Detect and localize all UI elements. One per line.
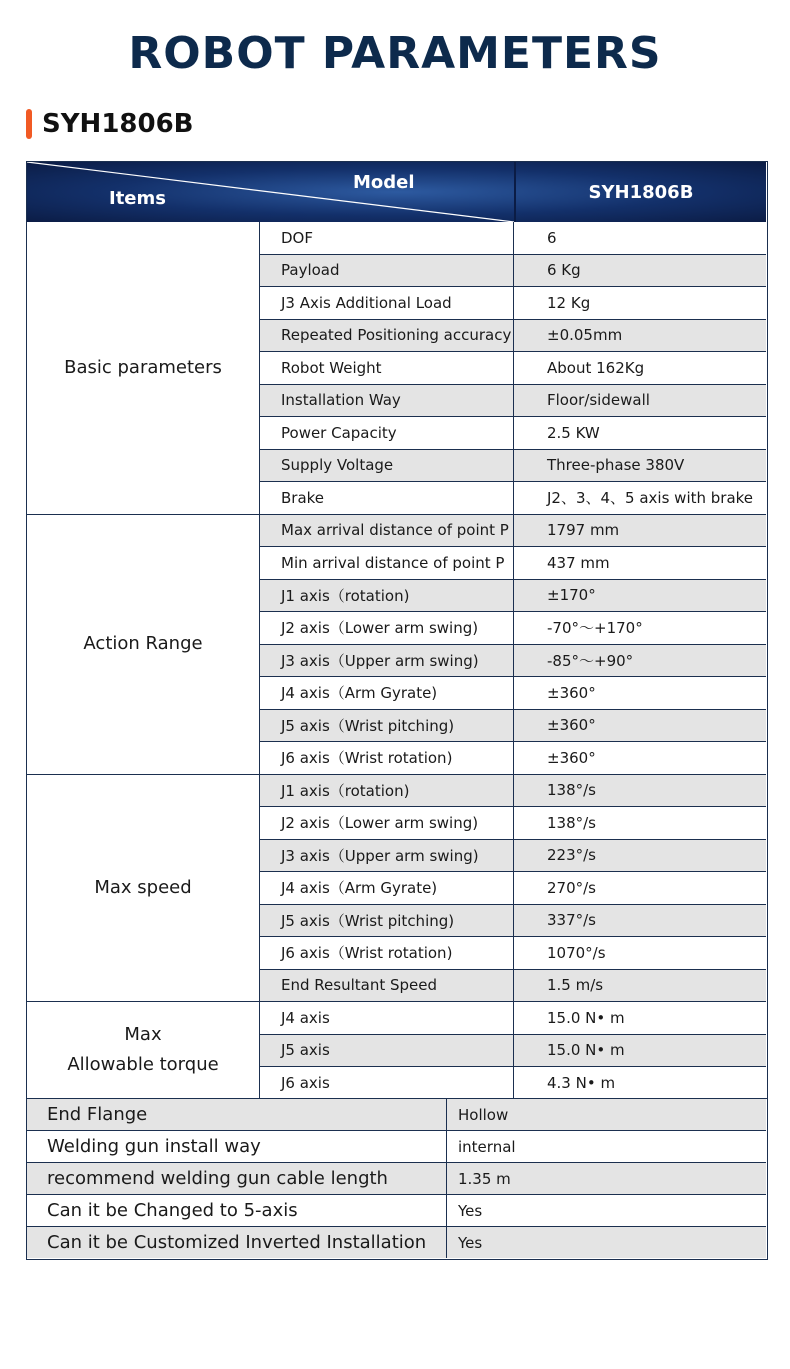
table-row [260, 840, 766, 873]
table-row [260, 222, 766, 255]
parameter-value: 337°/s [547, 911, 596, 930]
parameter-value: J2、3、4、5 axis with brake [547, 489, 754, 508]
table-row [260, 320, 766, 353]
table-row [260, 807, 766, 840]
category-cell: Action Range [27, 515, 260, 775]
spec-table [26, 161, 768, 1099]
parameter-label: DOF [260, 222, 514, 254]
table-row [260, 677, 766, 710]
table-row [27, 1226, 766, 1258]
parameter-value: 1070°/s [547, 943, 606, 962]
parameter-value: ±170° [547, 586, 596, 605]
table-row [260, 482, 766, 515]
parameter-label: J3 axis（Upper arm swing) [260, 645, 514, 677]
table-row [27, 1098, 766, 1130]
parameter-value: 1.5 m/s [547, 976, 604, 995]
parameter-label: Supply Voltage [260, 450, 514, 482]
parameter-label: Repeated Positioning accuracy [260, 320, 514, 352]
table-row [27, 1130, 766, 1162]
parameter-label: J5 axis（Wrist pitching) [260, 905, 514, 937]
feature-label: Can it be Customized Inverted Installation [27, 1227, 447, 1258]
parameter-value: -85°～+90° [547, 651, 634, 670]
parameter-label: Robot Weight [260, 352, 514, 384]
table-row [27, 1162, 766, 1194]
table-row [260, 645, 766, 678]
table-row [260, 417, 766, 450]
category-cell: Max Allowable torque [27, 1002, 260, 1100]
feature-label: Can it be Changed to 5-axis [27, 1195, 447, 1226]
parameter-value: 6 Kg [547, 261, 581, 280]
table-row [260, 385, 766, 418]
table-row [260, 970, 766, 1003]
parameter-value: 138°/s [547, 781, 596, 800]
parameter-label: End Resultant Speed [260, 970, 514, 1002]
parameter-value: 138°/s [547, 813, 596, 832]
section-heading [26, 108, 194, 140]
parameter-label: Max arrival distance of point P [260, 515, 514, 547]
parameter-value: 15.0 N• m [547, 1008, 625, 1027]
table-row [260, 580, 766, 613]
parameter-value: ±360° [547, 748, 596, 767]
parameter-value: About 162Kg [547, 358, 645, 377]
parameter-value: 270°/s [547, 878, 596, 897]
feature-label: Welding gun install way [27, 1131, 447, 1162]
feature-label: End Flange [27, 1099, 447, 1130]
parameter-label: J6 axis（Wrist rotation) [260, 742, 514, 774]
extra-spec-table [26, 1098, 768, 1260]
table-row [260, 1035, 766, 1068]
parameter-value: ±360° [547, 716, 596, 735]
parameter-value: ±360° [547, 683, 596, 702]
table-row [260, 937, 766, 970]
table-row [260, 905, 766, 938]
feature-value: Hollow [458, 1105, 509, 1124]
parameter-value: Floor/sidewall [547, 391, 650, 410]
parameter-value: -70°～+170° [547, 619, 643, 638]
table-row [260, 710, 766, 743]
header-model-name: SYH1806B [588, 181, 694, 203]
parameter-label: J5 axis [260, 1035, 514, 1067]
parameter-value: 12 Kg [547, 293, 591, 312]
table-row [260, 515, 766, 548]
feature-label: recommend welding gun cable length [27, 1163, 447, 1194]
parameter-value: 1797 mm [547, 521, 620, 540]
parameter-label: J1 axis（rotation) [260, 580, 514, 612]
parameter-label: Power Capacity [260, 417, 514, 449]
table-row [260, 872, 766, 905]
parameter-label: J6 axis [260, 1067, 514, 1099]
accent-bar [26, 109, 32, 139]
parameter-value: 6 [547, 228, 557, 247]
table-row [260, 450, 766, 483]
parameter-label: J5 axis（Wrist pitching) [260, 710, 514, 742]
parameter-label: Installation Way [260, 385, 514, 417]
parameter-value: 223°/s [547, 846, 596, 865]
feature-value: Yes [458, 1201, 483, 1220]
table-row [27, 1194, 766, 1226]
table-row [260, 1002, 766, 1035]
parameter-label: J2 axis（Lower arm swing) [260, 807, 514, 839]
parameter-value: 4.3 N• m [547, 1073, 616, 1092]
parameter-label: J2 axis（Lower arm swing) [260, 612, 514, 644]
diagonal-divider [27, 162, 514, 222]
category-cell: Basic parameters [27, 222, 260, 515]
parameter-value: Three-phase 380V [547, 456, 685, 475]
parameter-value: ±0.05mm [547, 326, 623, 345]
feature-value: internal [458, 1137, 516, 1156]
parameter-value: 15.0 N• m [547, 1041, 625, 1060]
parameter-label: Brake [260, 482, 514, 514]
parameter-label: J4 axis（Arm Gyrate) [260, 872, 514, 904]
table-row [260, 352, 766, 385]
parameter-label: Payload [260, 255, 514, 287]
header-model-label: Model [353, 172, 415, 193]
header-items-label: Items [109, 188, 166, 209]
table-row [260, 1067, 766, 1100]
table-row [260, 612, 766, 645]
table-row [260, 742, 766, 775]
table-row [260, 547, 766, 580]
table-header [27, 162, 766, 222]
category-cell: Max speed [27, 775, 260, 1003]
parameter-label: J4 axis [260, 1002, 514, 1034]
section-title: SYH1806B [42, 109, 194, 139]
parameter-label: J3 Axis Additional Load [260, 287, 514, 319]
parameter-value: 437 mm [547, 553, 610, 572]
table-row [260, 255, 766, 288]
parameter-label: J1 axis（rotation) [260, 775, 514, 807]
parameter-value: 2.5 KW [547, 423, 600, 442]
parameter-label: Min arrival distance of point P [260, 547, 514, 579]
parameter-label: J6 axis（Wrist rotation) [260, 937, 514, 969]
table-row [260, 775, 766, 808]
feature-value: Yes [458, 1233, 483, 1252]
feature-value: 1.35 m [458, 1169, 511, 1188]
table-row [260, 287, 766, 320]
page-title: ROBOT PARAMETERS [128, 28, 662, 79]
parameter-label: J3 axis（Upper arm swing) [260, 840, 514, 872]
parameter-label: J4 axis（Arm Gyrate) [260, 677, 514, 709]
